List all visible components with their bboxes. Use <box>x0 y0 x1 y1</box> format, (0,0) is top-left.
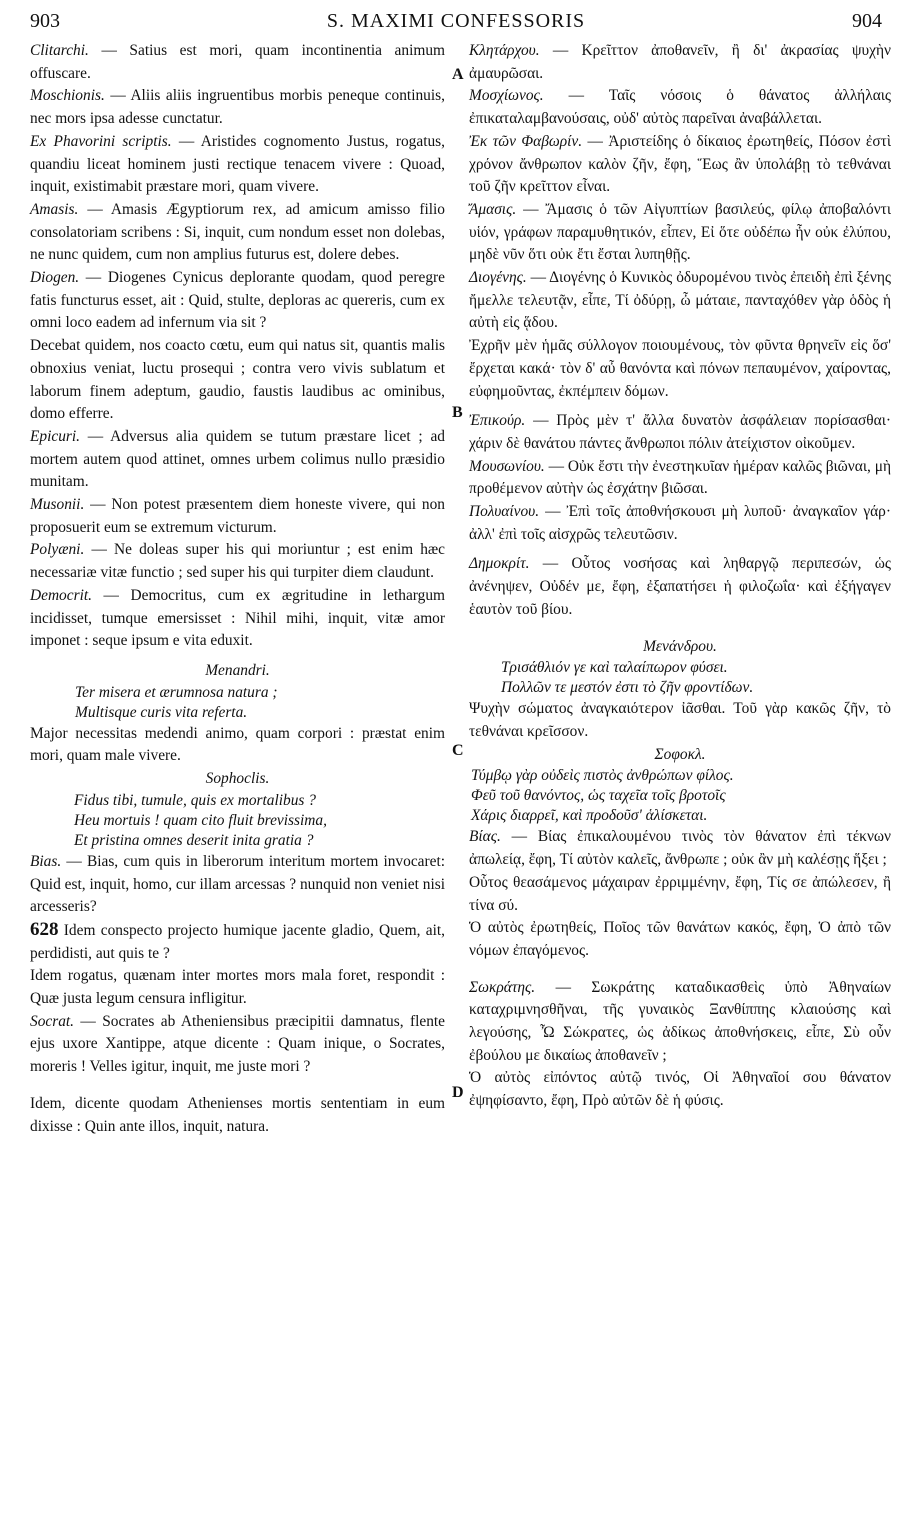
entry-label: Μουσωνίου. <box>469 457 545 475</box>
greek-entry-diogenes <box>469 267 891 335</box>
latin-verse: Fidus tibi, tumule, quis ex mortalibus ? <box>74 791 316 809</box>
latin-entry-bias <box>30 851 445 919</box>
latin-entry-democritus <box>30 585 445 653</box>
entry-label: Δημοκρίτ. <box>469 555 530 573</box>
latin-verse: Multisque curis vita referta. <box>75 703 248 721</box>
margin-letter-b: B <box>452 404 463 421</box>
entry-text: — Οὗτος νοσήσας καὶ ληθαργῷ περιπεσών, ὡς ἀνένηψεν, Οὐδέν με, ἔφη, ἐξαπατήσει ἡ φιλοζωΐα· καὶ ἐξήγαγεν ἑαυτὸν τοῦ βίου. <box>469 555 891 618</box>
entry-text: — Aliis aliis ingruentibus morbis peneque continuis, nec mors ipsa adesse cunctatur. <box>30 87 445 128</box>
running-title: S. MAXIMI CONFESSORIS <box>326 10 586 32</box>
latin-column <box>30 40 445 1138</box>
margin-letter-c: C <box>452 742 464 759</box>
entry-text: — Ἀριστείδης ὁ δίκαιος ἐρωτηθείς, Πόσον ἐστὶ χρόνον ἄνθρωπον καλὸν ζῆν, ἔφη, Ἕως ἂν ὑπολάβῃ τὸ τεθνάναι τοῦ ζῆν κρεῖττον εἶναι. <box>469 132 891 196</box>
latin-paragraph-major: Major necessitas medendi animo, quam corpori : præstat enim mori, quam male vivere. <box>30 724 445 765</box>
entry-text: — Ne doleas super his qui moriuntur ; est enim hæc necessariæ vitæ functio ; sed super his qui turpiter diem claudunt. <box>30 541 445 582</box>
entry-label: Bias. <box>30 852 62 870</box>
entry-text: — Socrates ab Atheniensibus præcipitii damnatus, flente ejus uxore Xantippe, atque dicente : Quam inique, o Socrates, moreris ! Velles igitur, inquit, me juste mori ? <box>30 1012 445 1076</box>
entry-label: Moschionis. <box>30 87 105 105</box>
greek-heading-sophokl: Σοφοκλ. <box>654 745 706 763</box>
entry-label: Democrit. <box>30 586 92 604</box>
entry-text: — Non potest præsentem diem honeste vivere, qui non proposuerit eum se extremum victurum. <box>30 496 445 536</box>
greek-entry-polyaenus <box>469 501 891 546</box>
greek-heading-menandrou: Μενάνδρου. <box>643 637 717 655</box>
greek-verse: Χάρις διαρρεῖ, καὶ προδοῦσ' ἁλίσκεται. <box>471 807 708 825</box>
greek-entry-moschion <box>469 85 891 130</box>
greek-verse: Πολλῶν τε μεστόν ἐστι τὸ ζῆν φροντίδων. <box>501 679 754 697</box>
entry-text: — Κρεῖττον ἀποθανεῖν, ἢ δι' ἀκρασίας ψυχὴν ἀμαυρῶσαι. <box>469 42 891 82</box>
entry-text: — Διογένης ὁ Κυνικὸς ὀδυρομένου τινὸς ἐπειδὴ ἐπὶ ξένης ἤμελλε τελευτᾷν, εἶπε, Τί ὀδύρῃ, ὦ μάταιε, πανταχόθεν γὰρ ὁδὸς ἡ αὐτὴ εἰς ᾅδου. <box>469 269 891 332</box>
entry-label: Diogen. <box>30 269 80 287</box>
greek-entry-phavorinus <box>469 131 891 199</box>
entry-text: — Ἐπὶ τοῖς ἀποθνήσκουσι μὴ λυποῦ· ἀναγκαῖον γάρ· ἀλλ' ἐπὶ τοῖς αἰσχρῶς τελευτῶσιν. <box>469 503 891 543</box>
entry-label: Socrat. <box>30 1012 75 1030</box>
entry-text: — Amasis Ægyptiorum rex, ad amicum amisso filio consolatoriam scribens : Si, inquit, cum nondum esset non dolebas, ne nunc quidem, cum non amplius futurus est, dolere debes. <box>30 200 445 264</box>
greek-paragraph-ho-autos: Ὁ αὐτὸς ἐρωτηθείς, Ποῖος τῶν θανάτων κακός, ἔφη, Ὁ ἀπὸ τῶν νόμων ἐπαγόμενος. <box>469 919 891 959</box>
margin-letter-a: A <box>452 66 464 83</box>
entry-text: — Ταῖς νόσοις ὁ θάνατος ἀλλήλαις ἐπικαταλαμβανούσαις, οὐδ' αὐτὸς παρεῖναι ἀναβάλλεται. <box>469 87 891 128</box>
latin-entry-phavorinus <box>30 131 445 199</box>
entry-text: — Βίας ἐπικαλουμένου τινὸς τὸν θάνατον ἐπὶ τέκνων ἀπωλείᾳ, ἔφη, Τί αὐτὸν καλεῖς, ἄνθρωπε ; οὐκ ἂν μὴ καλέσῃς ἥξει ; <box>469 828 891 869</box>
entry-text: — Bias, cum quis in liberorum interitum mortem invocaret: Quid est, inquit, homo, cur illam arcessas ? nunquid non veniet nisi arcesseris? <box>30 852 445 916</box>
latin-entry-amasis <box>30 199 445 267</box>
latin-heading-menandri: Menandri. <box>205 661 270 679</box>
entry-label: Μοσχίωνος. <box>469 87 544 105</box>
entry-text: Idem conspecto projecto humique jacente gladio, Quem, ait, perdidisti, aut quis te ? <box>30 921 445 962</box>
greek-entry-musonius <box>469 456 891 501</box>
greek-verse: Τύμβῳ γὰρ οὐδεὶς πιστὸς ἀνθρώπων φίλος. <box>471 767 734 785</box>
latin-entry-socrates <box>30 1011 445 1079</box>
latin-verse: Et pristina omnes deserit inita gratia ? <box>74 831 314 849</box>
greek-verse: Τρισάθλιόν γε καὶ ταλαίπωρον φύσει. <box>501 659 728 677</box>
page-number-right: 904 <box>852 10 882 32</box>
greek-entry-democritus <box>469 553 891 621</box>
entry-text: — Diogenes Cynicus deplorante quodam, quod peregre fatis functurus esset, ait : Quid, stulte, deploras ac quereris, cum ex omni loco eadem ad infernum via sit ? <box>30 269 445 332</box>
latin-entry-musonius <box>30 494 445 539</box>
latin-entry-clitarchus <box>30 40 445 85</box>
latin-entry-polyaenus <box>30 539 445 584</box>
entry-label: Πολυαίνου. <box>469 503 540 521</box>
margin-letter-d: D <box>452 1084 464 1101</box>
greek-paragraph-houtos: Οὗτος θεασάμενος μάχαιραν ἐρριμμένην, ἔφη, Τίς σε ἀπώλεσεν, ἢ τίνα σύ. <box>469 873 891 914</box>
entry-label: Ex Phavorini scriptis. <box>30 132 172 150</box>
latin-heading-sophoclis: Sophoclis. <box>205 770 270 788</box>
entry-text: — Democritus, cum ex ægritudine in lethargum incidisset, tumque emersisset : Nihil mihi, inquit, vitæ amor imponet : seque ipsum e vita eduxit. <box>30 586 445 650</box>
entry-text: — Adversus alia quidem se tutum præstare licet ; ad mortem autem quod attinet, omnes urbem colimus nullo præsidio munitam. <box>30 427 445 491</box>
latin-entry-diogenes <box>30 267 445 335</box>
entry-text: — Σωκράτης καταδικασθεὶς ὑπὸ Ἀθηναίων καταχριμνησθῆναι, τῆς γυναικὸς Ξανθίππης κλαιούσης καὶ λεγούσης, Ὦ Σώκρατες, ὡς ἀδίκως ἀποθνήσκεις, εἶπε, Σὺ οὖν ἐβούλου με δικαίως ἀποθανεῖν ; <box>469 978 891 1064</box>
entry-label: Σωκράτης. <box>469 978 536 996</box>
greek-entry-amasis <box>469 199 891 267</box>
greek-paragraph-ho-autos2: Ὁ αὐτὸς εἰπόντος αὐτῷ τινός, Οἱ Ἀθηναῖοί σου θάνατον ἐψηφίσαντο, ἔφη, Πρὸ αὐτῶν δὲ ἡ φύσις. <box>469 1069 891 1110</box>
entry-label: Κλητάρχου. <box>469 42 540 59</box>
entry-text: — Aristides cognomento Justus, rogatus, quandiu liceat hominem justi rectique tenacem vivere : Quoad, inquit, existimabit præstare mori, quam vivere. <box>30 132 445 196</box>
greek-entry-clitarchus <box>469 40 891 85</box>
greek-paragraph-psyche: Ψυχὴν σώματος ἀναγκαιότερον ἰᾶσθαι. Τοῦ γὰρ κακῶς ζῆν, τὸ τεθνάναι κρεῖσσον. <box>469 700 891 740</box>
entry-label: Ἄμασις. <box>469 200 517 218</box>
entry-label: Ἐπικούρ. <box>469 412 526 430</box>
latin-verse: Ter misera et ærumnosa natura ; <box>75 683 278 701</box>
entry-label: Clitarchi. <box>30 42 89 59</box>
entry-label: Βίας. <box>469 828 501 846</box>
entry-label: Polyæni. <box>30 541 85 559</box>
entry-label: Ἐκ τῶν Φαβωρίν. <box>469 132 583 150</box>
latin-paragraph-idem2: Idem rogatus, quænam inter mortes mors mala foret, respondit : Quæ justa legum censura infligitur. <box>30 967 445 1008</box>
latin-paragraph-idem1 <box>30 919 445 965</box>
entry-label: Musonii. <box>30 496 85 514</box>
entry-text: — Πρὸς μὲν τ' ἄλλα δυνατὸν ἀσφάλειαν πορίσασθαι· χάριν δὲ θανάτου πάντες ἄνθρωποι πόλιν ἀτείχιστον οἰκοῦμεν. <box>469 412 891 452</box>
latin-paragraph-decebat: Decebat quidem, nos coacto cœtu, eum qui natus sit, quantis malis obnoxius veniat, luctu prosequi ; contra vero vivis sublatum et laborum finem adeptum, gaudio, faustis laudibus ac ominibus, domo efferre. <box>30 337 445 423</box>
entry-label: Amasis. <box>30 200 79 218</box>
entry-text: — Satius est mori, quam incontinentia animum offuscare. <box>30 42 445 82</box>
entry-label: Διογένης. <box>469 269 527 287</box>
greek-entry-epicurus <box>469 410 891 455</box>
greek-paragraph-echren: Ἐχρῆν μὲν ἡμᾶς σύλλογον ποιουμένους, τὸν φῦντα θρηνεῖν εἰς ὅσ' ἔρχεται κακά· τὸν δ' αὖ θανόντα καὶ πόνων πεπαυμένον, χαίροντας, εὐφημοῦντας, ἐκπέμπειν δόμων. <box>469 337 891 400</box>
latin-entry-moschion <box>30 85 445 130</box>
page-number-left: 903 <box>30 10 60 32</box>
entry-text: — Ἄμασις ὁ τῶν Αἰγυπτίων βασιλεύς, φίλῳ ἀποβαλόντι υἱόν, γράφων παραμυθητικόν, εἶπεν, Εἰ ὅτε οὐδέπω ἦν οὐκ ἐλύπου, μηδὲ νῦν ὅτι οὐκ ἔτι ἔσται λυπηθῇς. <box>469 200 891 264</box>
greek-entry-socrates <box>469 977 891 1068</box>
entry-label: Epicuri. <box>30 427 81 445</box>
greek-column <box>469 40 891 1113</box>
greek-entry-bias <box>469 826 891 871</box>
latin-paragraph-idem3: Idem, dicente quodam Athenienses mortis sententiam in eum dixisse : Quin ante illos, inquit, natura. <box>30 1094 445 1135</box>
page-header <box>30 6 882 36</box>
latin-verse: Heu mortuis ! quam cito fluit brevissima, <box>74 811 327 829</box>
greek-verse: Φεῦ τοῦ θανόντος, ὡς ταχεῖα τοῖς βροτοῖς <box>471 787 726 805</box>
column-number: 628 <box>30 918 59 940</box>
entry-text: — Οὐκ ἔστι τὴν ἐνεστηκυῖαν ἡμέραν καλῶς βιῶναι, μὴ προθέμενον αὐτὴν ὡς ἐσχάτην βιῶσαι. <box>469 457 891 498</box>
latin-entry-epicurus <box>30 426 445 494</box>
